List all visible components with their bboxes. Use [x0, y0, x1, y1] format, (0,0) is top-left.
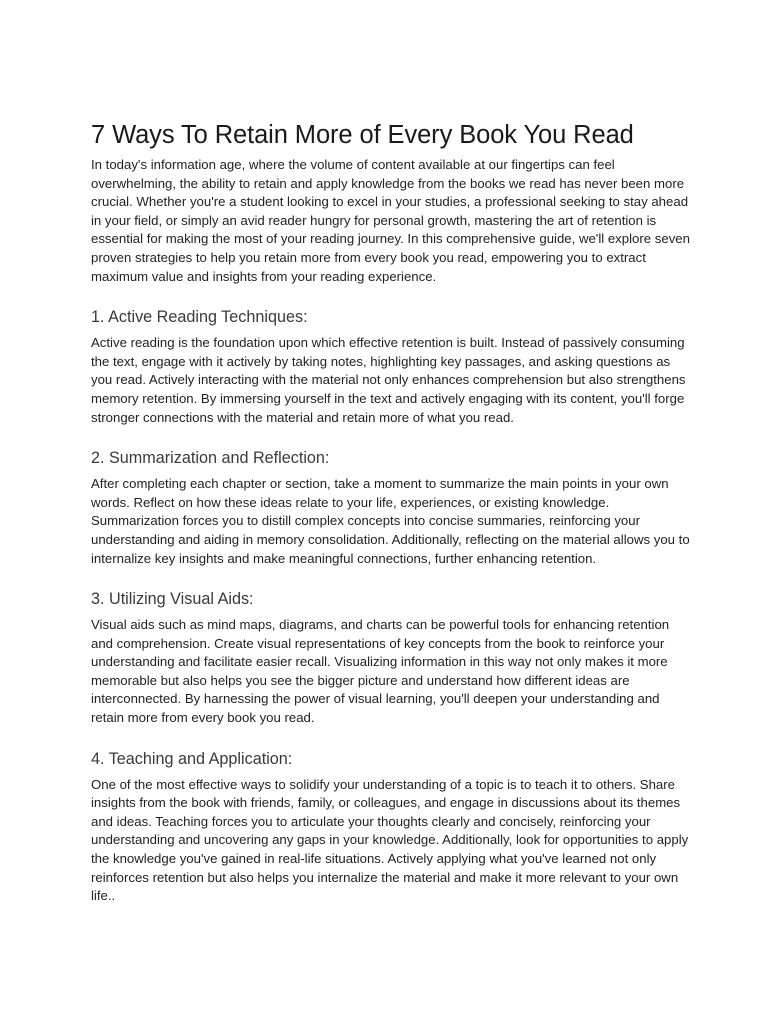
intro-paragraph: In today's information age, where the volume of content available at our fingertips can feel overwhelming, the ability to retain and apply knowledge from the books we read has never been more crucial. Whether you're a student looking to excel in your studies, a professional seeking to stay ahead in your field, or simply an avid reader hungry for personal growth, mastering the art of retention is essential for making the most of your reading journey. In this comprehensive guide, we'll explore seven proven strategies to help you retain more from every book you read, empowering you to extract maximum value and insights from your reading experience. — [91, 157, 690, 284]
section-heading-teaching: 4. Teaching and Application: — [91, 749, 293, 768]
section-body-teaching: One of the most effective ways to solidify your understanding of a topic is to teach it to others. Share insights from the book with friends, family, or colleagues, and engage in discussions about its themes and ideas. Teaching forces you to articulate your thoughts clearly and concisely, reinforcing your understanding and uncovering any gaps in your knowledge. Additionally, look for opportunities to apply the knowledge you've gained in real-life situations. Actively applying what you've learned not only reinforces retention but also helps you internalize the material and make it more relevant to your own life.. — [91, 776, 689, 904]
document-title: 7 Ways To Retain More of Every Book You Read — [91, 121, 634, 149]
section-heading-active-reading: 1. Active Reading Techniques: — [91, 308, 308, 327]
document-content — [91, 118, 691, 906]
section-heading-visual-aids: 3. Utilizing Visual Aids: — [91, 590, 254, 609]
section-heading-summarization: 2. Summarization and Reflection: — [91, 449, 330, 468]
section-body-active-reading: Active reading is the foundation upon which effective retention is built. Instead of passively consuming the text, engage with it actively by taking notes, highlighting key passages, and asking questions as you read. Actively interacting with the material not only enhances comprehension but also strengthens memory retention. By immersing yourself in the text and actively engaging with its content, you'll forge stronger connections with the material and retain more of what you read. — [91, 335, 686, 425]
section-body-summarization: After completing each chapter or section, take a moment to summarize the main points in your own words. Reflect on how these ideas relate to your life, experiences, or existing knowledge. Summarization forces you to distill complex concepts into concise summaries, reinforcing your understanding and aiding in memory consolidation. Additionally, reflecting on the material allows you to internalize key insights and make meaningful connections, further enhancing retention. — [91, 476, 690, 566]
section-body-visual-aids: Visual aids such as mind maps, diagrams, and charts can be powerful tools for enhancing retention and comprehension. Create visual representations of key concepts from the book to reinforce your understanding and facilitate easier recall. Visualizing information in this way not only makes it more memorable but also helps you see the bigger picture and understand how different ideas are interconnected. By harnessing the power of visual learning, you'll deepen your understanding and retain more from every book you read. — [91, 617, 670, 726]
